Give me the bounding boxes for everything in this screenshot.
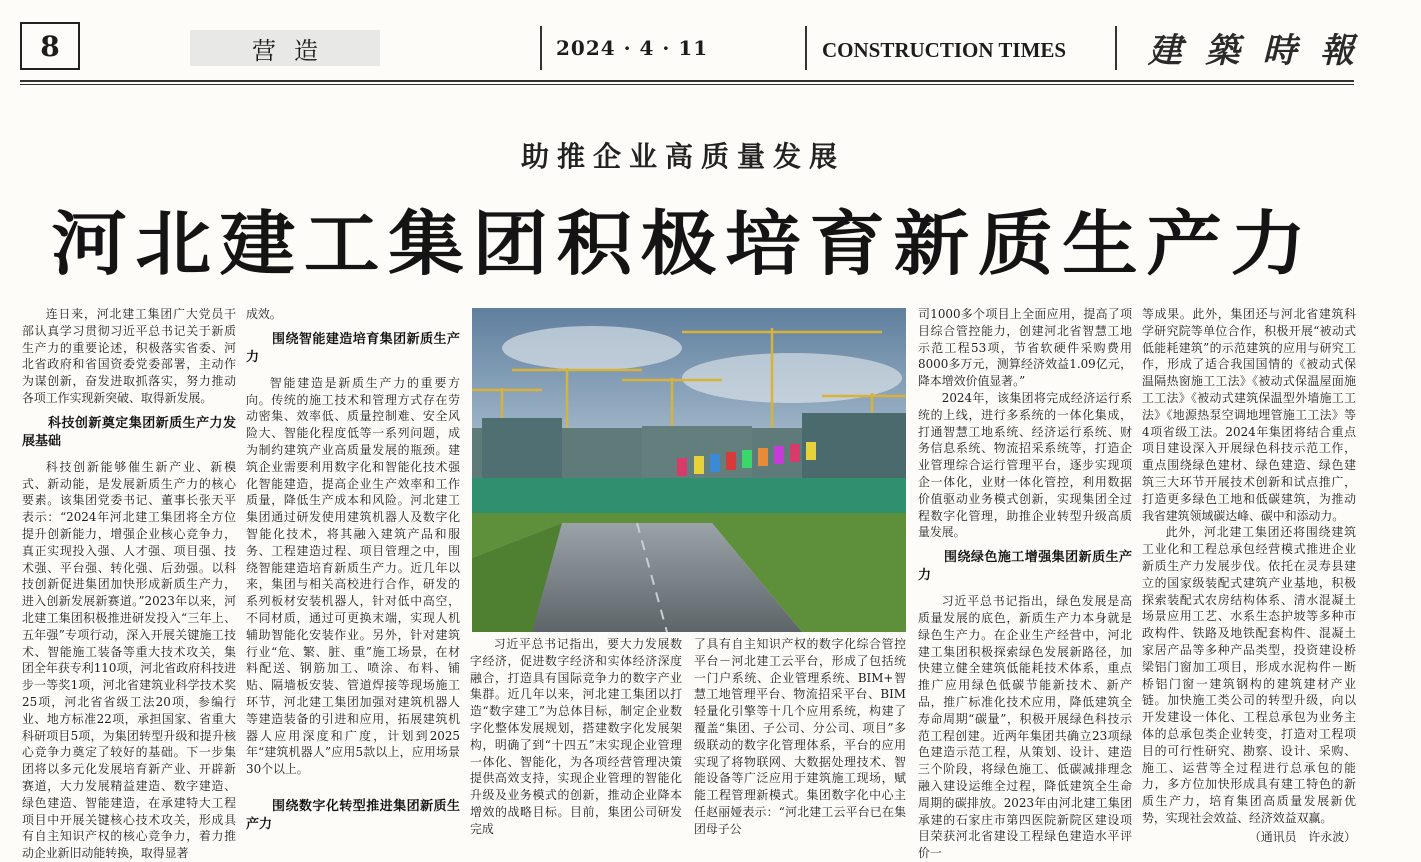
article-column-5 — [918, 306, 1132, 861]
logo-char: 報 — [1319, 30, 1358, 71]
logo-char: 建 — [1148, 30, 1186, 71]
paragraph: 成效。 — [246, 307, 282, 321]
paragraph: 习近平总书记指出，绿色发展是高质量发展的底色，新质生产力本身就是绿色生产力。在企业生产经营中，河北建工集团积极探索绿色发展新路径，加快建立健全建筑低能耗技术体系，重点推广应用绿色低碳节能新技术、新产品，推广标准化技术应用，降低建筑全寿命周期“碳量”，积极开展绿色科技示范工程创建。近两年集团共确立23项绿色建造示范工程，从策划、设计、建造三个阶段，将绿色施工、低碳减排理念融入建设运维全过程，降低建筑全生命周期的碳排放。2023年由河北建工集团承建的石家庄市第四医院新院区建设项目荣获河北省建设工程绿色建造水平评价一 — [918, 594, 1132, 861]
masthead-divider — [805, 26, 807, 70]
article-headline: 河北建工集团积极培育新质生产力 — [51, 203, 1315, 285]
section-heading: 围绕绿色施工增强集团新质生产力 — [918, 550, 1132, 584]
construction-site-photo — [472, 308, 906, 632]
issue-date: 2024 · 4 · 11 — [556, 36, 709, 60]
paragraph: 此外，河北建工集团还将围绕建筑工业化和工程总承包经营模式推进企业新质生产力发展步伐。依托在灵寿县建立的国家级装配式建筑产业基地，积极探索装配式农房结构体系、清水混凝土场景应用工艺、水系生态护坡等多种市政构件、铁路及地铁配套构件、混凝土家居产品等多种产品类型，投资建设桥梁铝门窗加工项目，形成水泥构件－断桥铝门窗一建筑钢构的建筑建材产业链。加快施工类公司的转型升级，向以开发建设一体化、工程总承包为业务主体的总承包类企业转变，打造对工程项目的可行性研究、勘察、设计、采购、施工、运营等全过程进行总承包的能力，多方位加快形成具有建工特色的新质生产力，培育集团高质量发展新优势，实现社会效益、经济效益双赢。 — [1142, 525, 1356, 825]
masthead-divider — [540, 26, 542, 70]
logo-char: 時 — [1262, 30, 1301, 71]
paragraph: 连日来，河北建工集团广大党员干部认真学习贯彻习近平总书记关于新质生产力的重要论述，积极落实省委、河北省政府和省国资委党委部署，主动作为谋创新，奋发进取抓落实，努力推动各项工作实现新突破、取得新发展。 — [22, 307, 236, 405]
article-column-2 — [246, 306, 460, 832]
paragraph: 等成果。此外，集团还与河北省建筑科学研究院等单位合作，积极开展“被动式低能耗建筑”的示范建筑的应用与研究工作，形成了适合我国国情的《被动式保温隔热窗施工工法》《被动式保温屋面施工工法》《被动式建筑保温型外墙施工工法》《地源热泵空调地埋管施工工法》等4项省级工法。2024年集团将结合重点项目建设深入开展绿色科技示范工作，重点围绕绿色建材、绿色建造、绿色建筑三大环节开展技术创新和试点推广，打造更多绿色工地和低碳建筑，为推动我省建筑领域碳达峰、碳中和添动力。 — [1142, 307, 1356, 523]
byline: （通讯员 许永波） — [1248, 829, 1356, 844]
article-column-3 — [470, 636, 682, 836]
article-subtitle: 助推企业高质量发展 — [520, 140, 845, 173]
paper-logo — [1148, 24, 1358, 70]
paragraph: 司1000多个项目上全面应用，提高了项目综合管控能力，创建河北省智慧工地示范工程53项，节省软硬件采购费用8000多万元，测算经济效益1.09亿元，降本增效价值显著。” — [918, 307, 1132, 389]
masthead-divider — [1115, 26, 1117, 70]
paragraph: 科技创新能够催生新产业、新模式、新动能，是发展新质生产力的核心要素。该集团党委书记、董事长张天平表示：“2024年河北建工集团将全方位提升创新能力，增强企业核心竞争力，真正实现投入强、人才强、项目强、技术强、平台强、转化强、后劲强。以科技创新促进集团加快形成新质生产力，进入创新发展新赛道。”2023年以来，河北建工集团积极推进研发投入“三年上、五年强”专项行动，深入开展关键施工技术、智能施工装备等重大技术攻关，集团全年获专利110项，河北省政府科技进步一等奖1项，河北省建筑业科学技术奖25项，河北省省级工法20项，参编行业、地方标准22项，承担国家、省重大科研项目5项，为集团转型升级和提升核心竞争力奠定了较好的基础。下一步集团将以多元化发展培育新产业、开辟新赛道，大力发展精益建造、数字建造、绿色建造、智能建造，在承建特大工程项目中开展关键核心技术攻关，形成具有自主知识产权的核心竞争力，着力推动企业新旧动能转换，取得显著 — [22, 459, 236, 861]
paper-name-en: CONSTRUCTION TIMES — [822, 38, 1067, 62]
paragraph: 习近平总书记指出，要大力发展数字经济，促进数字经济和实体经济深度融合，打造具有国际竞争力的数字产业集群。近几年以来，河北建工集团以打造“数字建工”为总体目标，制定企业数字化整体发展规划，搭建数字化发展架构，明确了到“十四五”末实现企业管理一体化、智能化，为各项经营管理决策提供高效支持，实现企业管理的智能化升级及业务模式的创新，推动企业降本增效的战略目标。目前，集团公司研发完成 — [470, 637, 682, 836]
page-number: 8 — [20, 22, 80, 70]
section-heading: 科技创新奠定集团新质生产力发展基础 — [22, 415, 236, 449]
article-column-6 — [1142, 306, 1356, 844]
section-heading: 围绕智能建造培育集团新质生产力 — [246, 331, 460, 365]
masthead-rule — [20, 80, 1354, 82]
section-heading: 围绕数字化转型推进集团新质生产力 — [246, 798, 460, 832]
masthead-rule — [20, 84, 1354, 85]
paragraph: 了具有自主知识产权的数字化综合管控平台－河北建工云平台，形成了包括统一门户系统、企业管理系统、BIM+智慧工地管理平台、物流招采平台、BIM轻量化引擎等十几个应用系统，构建了覆盖“集团、子公司、分公司、项目”多级联动的数字化管理体系，平台的应用实现了将物联网、大数据处理技术、智能设备等广泛应用于建筑施工现场，赋能工程管理新模式。集团数字化中心主任赵丽娅表示：“河北建工云平台已在集团母子公 — [694, 637, 906, 836]
article-column-4 — [694, 636, 906, 836]
section-title: 营造 — [190, 30, 380, 66]
paragraph: 智能建造是新质生产力的重要方向。传统的施工技术和管理方式存在劳动密集、效率低、质量控制难、安全风险大、智能化程度低等一系列问题，成为制约建筑产业高质量发展的瓶颈。建筑企业需要利用数字化和智能化技术强化智能建造，提高企业生产效率和工作质量，降低生产成本和风险。河北建工集团通过研发使用建筑机器人及数字化智能化技术，将其融入建筑产品和服务、工程建造过程、项目管理之中，围绕智能建造培育新质生产力。近几年以来，集团与相关高校进行合作，研发的系列板材安装机器人，针对低中高空，不同材质，通过可更换末端，实现人机辅助智能化安装作业。另外，针对建筑行业“危、繁、脏、重”施工场景，在材料配送、钢筋加工、喷涂、布料、铺贴、隔墙板安装、管道焊接等现场施工环节，河北建工集团加强对建筑机器人等建造装备的引进和应用，拓展建筑机器人应用深度和广度，计划到2025年“建筑机器人”应用5款以上，应用场景30个以上。 — [246, 375, 460, 777]
article-column-1 — [22, 306, 236, 861]
paragraph: 2024年，该集团将完成经济运行系统的上线，进行多系统的一体化集成，打通智慧工地系统、经济运行系统、财务信息系统、物流招采系统等，打造企业管理综合运行管理平台，逐步实现项企一体化，业财一体化管控，利用数据价值驱动业务模式创新，实现集团全过程数字化管理，助推企业转型升级高质量发展。 — [918, 390, 1132, 540]
photo-illustration — [472, 308, 906, 632]
logo-char: 築 — [1205, 30, 1244, 71]
